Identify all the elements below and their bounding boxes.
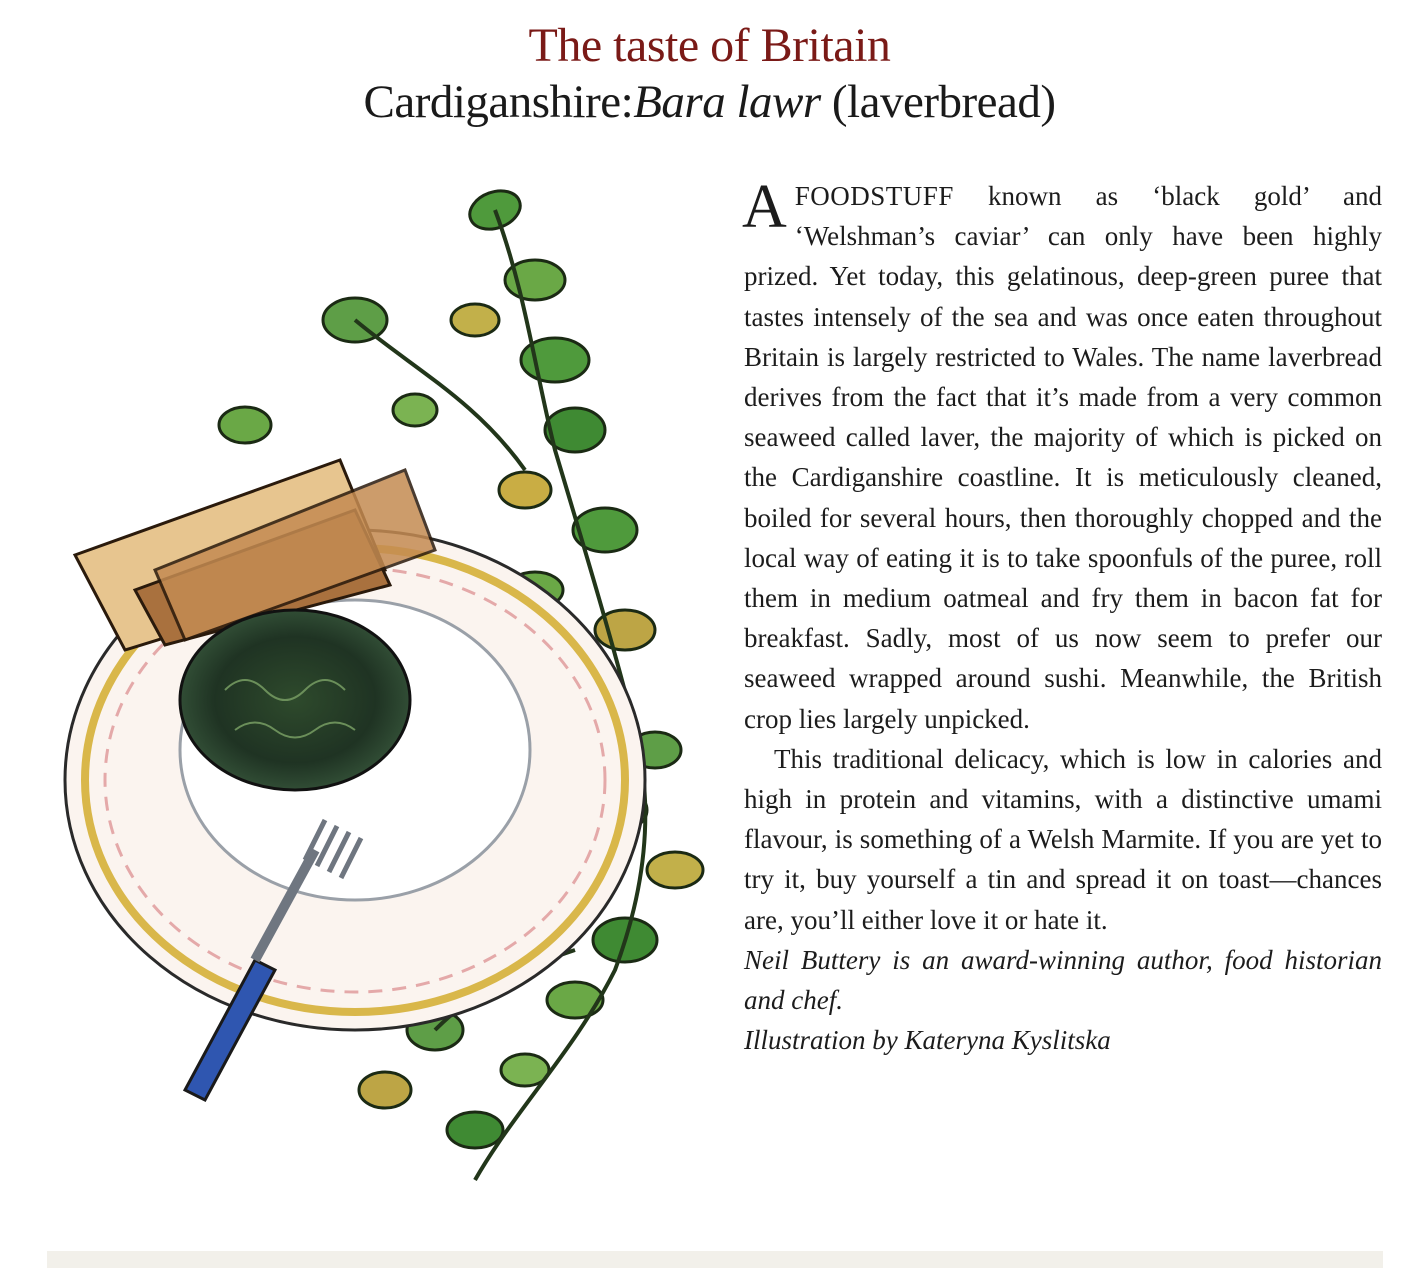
- laverbread-puree: [180, 610, 410, 790]
- article-paragraph-2: This traditional delicacy, which is low in calories and high in protein and vitamins, with a distinctive umami flavour, is something of a Welsh Marmite. If you are yet to try it, buy yourself a tin and spread it on toast—chances are, you’ll either love it or hate it.: [744, 743, 1382, 935]
- footer-strip: [47, 1251, 1383, 1268]
- laverbread-illustration: [55, 170, 735, 1210]
- title-dish: Bara lawr: [633, 76, 821, 128]
- paragraph-1-text: known as ‘black gold’ and ‘Welshman’s caviar’ can only have been highly prized. Yet today, this gelatinous, deep-green puree that tastes intensely of the sea and was once eaten throughout Britain is largely restricted to Wales. The name laverbread derives from the fact that it’s made from a very common seaweed called laver, the majority of which is picked on the Cardiganshire coastline. It is meticulously cleaned, boiled for several hours, then thoroughly chopped and the local way of eating it is to take spoonfuls of the puree, roll them in medium oatmeal and fry them in bacon fat for breakfast. Sadly, most of us now seem to prefer our seaweed wrapped around sushi. Meanwhile, the British crop lies largely unpicked.: [744, 181, 1382, 734]
- title-place: Cardiganshire:: [363, 76, 634, 128]
- credits: [744, 940, 1382, 1061]
- article-header: [0, 18, 1419, 130]
- title-gloss: (laverbread): [831, 76, 1056, 128]
- drop-cap: A: [742, 173, 787, 241]
- section-kicker: The taste of Britain: [528, 19, 891, 72]
- lead-word: FOODSTUFF: [794, 181, 954, 211]
- article-title: [0, 74, 1419, 130]
- article-body: [742, 173, 1382, 1060]
- author-credit: Neil Buttery is an award-winning author, food historian and chef.: [744, 944, 1382, 1016]
- illustration-credit: Illustration by Kateryna Kyslitska: [744, 1025, 1111, 1056]
- article-paragraph-1: [742, 173, 1382, 739]
